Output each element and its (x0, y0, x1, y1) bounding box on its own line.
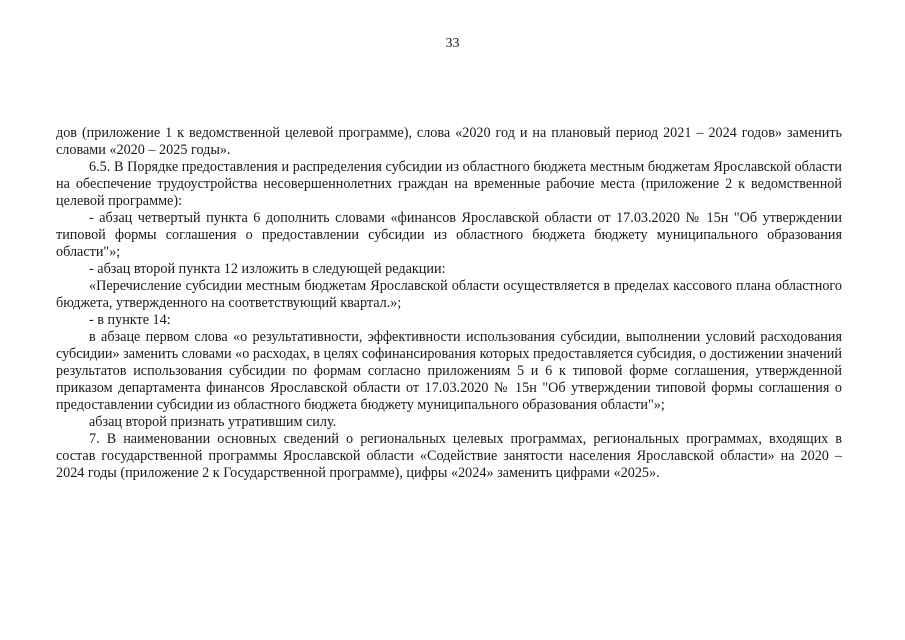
paragraph-7: 7. В наименовании основных сведений о региональных целевых программах, региональных программах, входящих в состав государственной программы Ярославской области «Содействие занятости населения Ярославской области» на 2020 – 2024 годы (приложение 2 к Государственной программе), цифры «2024» заменить цифрами «2025». (56, 431, 842, 481)
document-body (56, 125, 842, 482)
paragraph-6-5: 6.5. В Порядке предоставления и распределения субсидии из областного бюджета местным бюджетам Ярославской области на обеспечение трудоустройства несовершеннолетних граждан на временные рабочие места (приложение 2 к ведомственной целевой программе): (56, 159, 842, 209)
page-number: 33 (445, 36, 460, 51)
paragraph-item-14-second: абзац второй признать утратившим силу. (89, 414, 337, 430)
paragraph-item-14: - в пункте 14: (89, 312, 171, 328)
paragraph-item-12: - абзац второй пункта 12 изложить в следующей редакции: (89, 261, 446, 277)
paragraph-item-6: - абзац четвертый пункта 6 дополнить словами «финансов Ярославской области от 17.03.2020 № 15н "Об утверждении типовой формы соглашения о предоставлении субсидии из областного бюджета бюджету муниципального образования области"»; (56, 210, 842, 260)
paragraph-item-14-first: в абзаце первом слова «о результативности, эффективности использования субсидии, выполнении условий расходования субсидии» заменить словами «о расходах, в целях софинансирования которых предоставляется субсидия, о достижении значений результатов использования субсидии по формам согласно приложениям 5 и 6 к типовой форме соглашения, утвержденной приказом департамента финансов Ярославской области от 17.03.2020 № 15н "Об утверждении типовой формы соглашения о предоставлении субсидии из областного бюджета бюджету муниципального образования области"»; (56, 329, 842, 413)
paragraph-item-12-text: «Перечисление субсидии местным бюджетам Ярославской области осуществляется в пределах кассового плана областного бюджета, утвержденного на соответствующий квартал.»; (56, 278, 842, 311)
paragraph-continuation: дов (приложение 1 к ведомственной целевой программе), слова «2020 год и на плановый период 2021 – 2024 годов» заменить словами «2020 – 2025 годы». (56, 125, 842, 158)
